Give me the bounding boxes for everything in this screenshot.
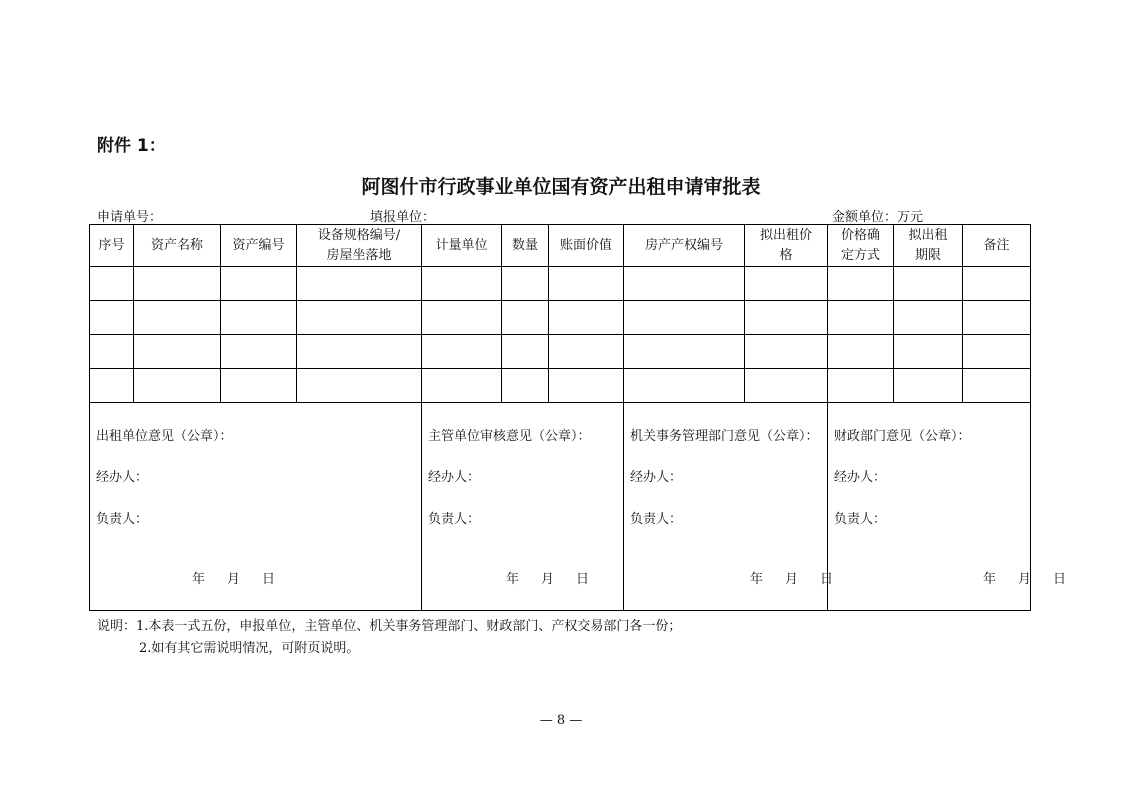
header-rent-term-line1: 拟出租 [908, 227, 948, 243]
table-cell[interactable] [549, 335, 624, 369]
date-line [506, 570, 589, 590]
date-year-label: 年 [506, 572, 520, 587]
table-cell[interactable] [624, 335, 745, 369]
table-cell[interactable] [90, 301, 134, 335]
table-cell[interactable] [502, 369, 549, 403]
date-month-label: 月 [227, 572, 241, 587]
date-month-label: 月 [785, 572, 799, 587]
table-header-row [90, 225, 1031, 267]
table-row [90, 335, 1031, 369]
opinion-title: 机关事务管理部门意见（公章）： [630, 429, 819, 444]
opinion-title: 财政部门意见（公章）： [834, 429, 971, 444]
opinion-title: 出租单位意见（公章）： [96, 429, 233, 444]
header-remarks: 备注 [963, 225, 1031, 267]
table-cell[interactable] [963, 301, 1031, 335]
table-cell[interactable] [828, 369, 894, 403]
header-property-number: 房产产权编号 [624, 225, 745, 267]
amount-unit-label: 金额单位： [832, 210, 898, 225]
table-cell[interactable] [502, 335, 549, 369]
opinion-row [90, 403, 1031, 611]
attachment-label: 附件 1： [97, 136, 166, 156]
header-spec-line2: 房屋坐落地 [326, 247, 392, 263]
date-day-label: 日 [1053, 572, 1067, 587]
header-price-method-line1: 价格确 [840, 227, 880, 243]
table-row [90, 301, 1031, 335]
responsible-label: 负责人： [834, 512, 887, 527]
date-month-label: 月 [541, 572, 555, 587]
table-cell[interactable] [221, 301, 297, 335]
opinion-cell-supervisor[interactable] [422, 403, 624, 611]
approval-table [89, 224, 1067, 611]
table-cell[interactable] [297, 369, 422, 403]
table-row [90, 267, 1031, 301]
amount-unit-field [832, 206, 923, 225]
header-asset-name: 资产名称 [134, 225, 221, 267]
table-cell[interactable] [963, 267, 1031, 301]
page-number: — 8 — [539, 713, 583, 728]
table-cell[interactable] [221, 369, 297, 403]
table-cell[interactable] [624, 301, 745, 335]
table-cell[interactable] [828, 335, 894, 369]
header-rent-term-line2: 期限 [914, 247, 941, 263]
opinion-title: 主管单位审核意见（公章）： [428, 429, 591, 444]
date-day-label: 日 [576, 572, 590, 587]
table-cell[interactable] [828, 301, 894, 335]
table-cell[interactable] [745, 267, 828, 301]
table-cell[interactable] [502, 267, 549, 301]
table-cell[interactable] [745, 335, 828, 369]
table-cell[interactable] [745, 369, 828, 403]
table-cell[interactable] [90, 267, 134, 301]
form-title: 阿图什市行政事业单位国有资产出租申请审批表 [361, 176, 761, 198]
header-spec-location [297, 225, 422, 267]
date-day-label: 日 [262, 572, 276, 587]
handler-label: 经办人： [834, 470, 887, 485]
amount-unit-value: 万元 [897, 210, 924, 225]
fill-unit-field [370, 206, 437, 225]
application-number-label: 申请单号： [97, 210, 163, 225]
table-cell[interactable] [502, 301, 549, 335]
table-cell[interactable] [624, 267, 745, 301]
header-serial: 序号 [90, 225, 134, 267]
header-price-method-line2: 定方式 [840, 247, 880, 263]
opinion-cell-finance[interactable] [828, 403, 1067, 611]
opinion-cell-lessor[interactable] [90, 403, 422, 611]
handler-label: 经办人： [428, 470, 481, 485]
date-line [983, 570, 1066, 590]
table-cell[interactable] [134, 335, 221, 369]
header-price-method [828, 225, 894, 267]
table-cell[interactable] [221, 335, 297, 369]
table-cell[interactable] [549, 301, 624, 335]
header-asset-number: 资产编号 [221, 225, 297, 267]
table-cell[interactable] [422, 301, 502, 335]
table-cell[interactable] [963, 335, 1031, 369]
table-cell[interactable] [624, 369, 745, 403]
handler-label: 经办人： [630, 470, 683, 485]
header-quantity: 数量 [502, 225, 549, 267]
table-cell[interactable] [90, 335, 134, 369]
date-year-label: 年 [192, 572, 206, 587]
table-cell[interactable] [297, 301, 422, 335]
table-cell[interactable] [297, 335, 422, 369]
date-month-label: 月 [1018, 572, 1032, 587]
note-line-1: 说明：1.本表一式五份，申报单位，主管单位、机关事务管理部门、财政部门、产权交易部门各一份； [97, 619, 682, 634]
table-cell[interactable] [90, 369, 134, 403]
date-day-label: 日 [820, 572, 834, 587]
table-cell[interactable] [963, 369, 1031, 403]
table-cell[interactable] [894, 369, 963, 403]
opinion-cell-affairs-management[interactable] [624, 403, 834, 611]
table-cell[interactable] [221, 267, 297, 301]
table-cell[interactable] [894, 267, 963, 301]
table-cell[interactable] [134, 369, 221, 403]
header-spec-line1: 设备规格编号/ [317, 227, 401, 243]
date-year-label: 年 [983, 572, 997, 587]
handler-label: 经办人： [96, 470, 149, 485]
responsible-label: 负责人： [630, 512, 683, 527]
table-cell[interactable] [745, 301, 828, 335]
application-number-field [97, 206, 164, 225]
table-cell[interactable] [549, 267, 624, 301]
table-cell[interactable] [297, 267, 422, 301]
table-row [90, 369, 1031, 403]
table-cell[interactable] [894, 301, 963, 335]
header-rent-term [894, 225, 963, 267]
table-cell[interactable] [134, 301, 221, 335]
header-rent-price-line1: 拟出租价 [759, 227, 812, 243]
table-cell[interactable] [549, 369, 624, 403]
fill-unit-label: 填报单位： [370, 210, 436, 225]
table-cell[interactable] [134, 267, 221, 301]
header-rent-price-line2: 格 [779, 247, 793, 263]
header-unit: 计量单位 [422, 225, 502, 267]
responsible-label: 负责人： [96, 512, 149, 527]
table-cell[interactable] [894, 335, 963, 369]
table-cell[interactable] [422, 335, 502, 369]
date-year-label: 年 [750, 572, 764, 587]
date-line [192, 570, 275, 590]
responsible-label: 负责人： [428, 512, 481, 527]
table-cell[interactable] [422, 267, 502, 301]
date-line [750, 570, 833, 590]
table-cell[interactable] [828, 267, 894, 301]
note-line-2: 2.如有其它需说明情况，可附页说明。 [139, 641, 360, 656]
header-rent-price [745, 225, 828, 267]
table-cell[interactable] [422, 369, 502, 403]
notes [97, 616, 681, 660]
header-book-value: 账面价值 [549, 225, 624, 267]
